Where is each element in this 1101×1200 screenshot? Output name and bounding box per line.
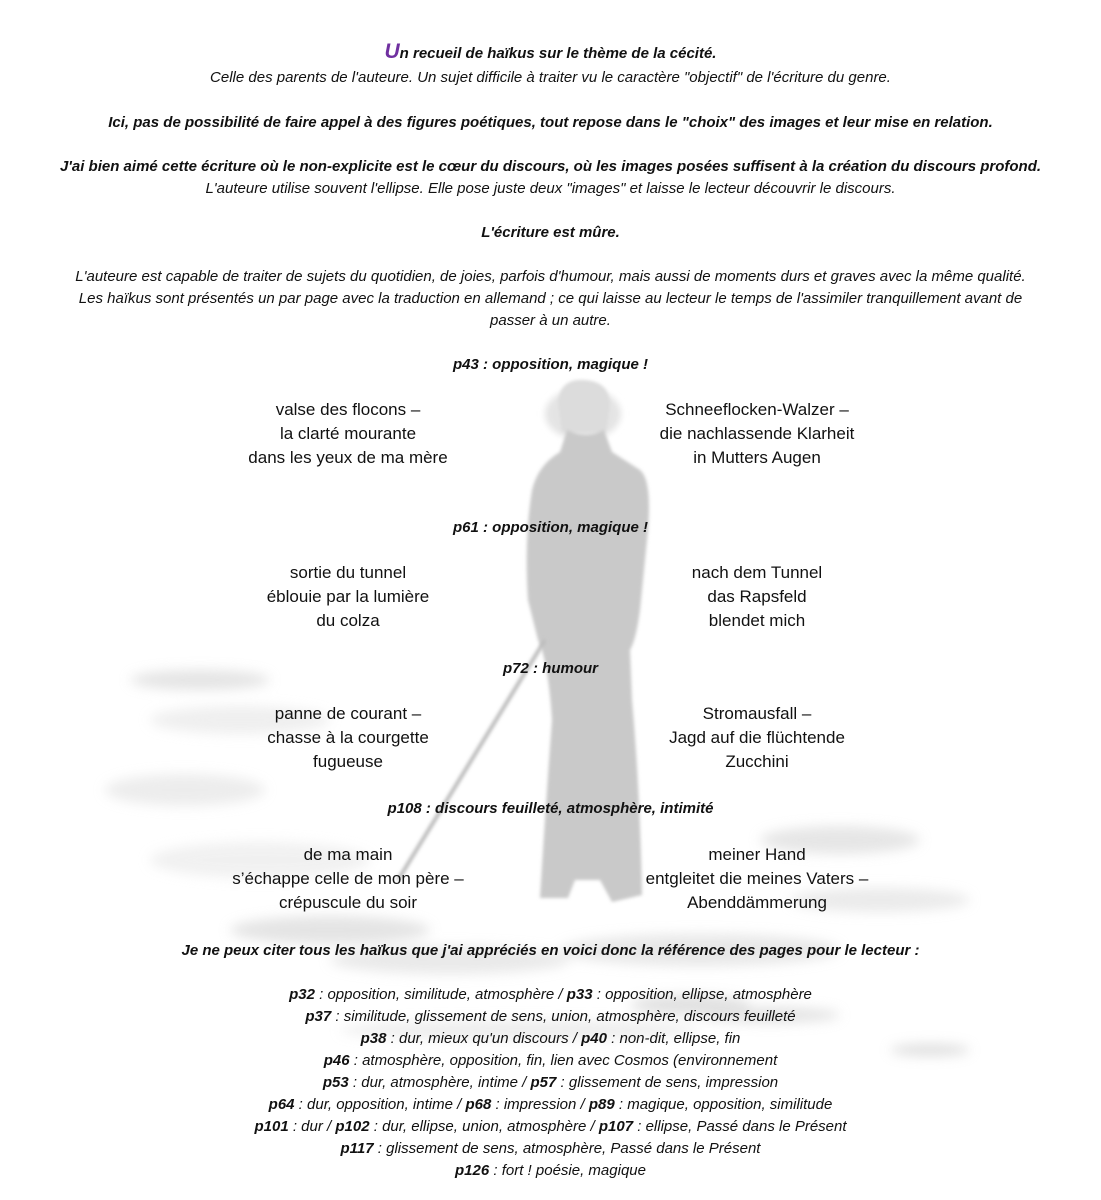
references-list	[30, 984, 1071, 1182]
reference-description: : impression /	[491, 1096, 589, 1113]
reference-description: : opposition, ellipse, atmosphère	[592, 986, 812, 1003]
reference-line	[30, 984, 1071, 1006]
reference-page: p53	[322, 1074, 349, 1091]
reference-page: p32	[289, 986, 315, 1003]
haiku-german: Stromausfall – Jagd auf die flüchtende Zucchini	[669, 704, 845, 771]
reference-page: p64	[268, 1096, 295, 1113]
reference-page: p46	[323, 1052, 350, 1069]
haiku-german: Schneeflocken-Walzer – die nachlassende Klarheit in Mutters Augen	[659, 400, 855, 467]
reference-description: : ellipse, Passé dans le Présent	[633, 1118, 847, 1135]
intro-line-1: Un recueil de haïkus sur le thème de la cécité.	[384, 40, 717, 63]
reference-description: : similitude, glissement de sens, union, atmosphère, discours feuilleté	[331, 1008, 796, 1025]
reference-page: p101	[254, 1118, 289, 1135]
haiku-heading: p43 : opposition, magique !	[453, 356, 648, 373]
haiku-german: nach dem Tunnel das Rapsfeld blendet mich	[691, 563, 823, 630]
reference-description: : glissement de sens, impression	[556, 1074, 779, 1091]
haiku-german: meiner Hand entgleitet die meines Vaters – Abenddämmerung	[645, 845, 869, 912]
reference-page: p107	[598, 1118, 634, 1135]
reference-page: p68	[465, 1096, 492, 1113]
haiku-heading: p108 : discours feuilleté, atmosphère, intimité	[387, 800, 714, 817]
reference-description: : dur, opposition, intime /	[294, 1096, 466, 1113]
reference-description: : opposition, similitude, atmosphère /	[314, 986, 567, 1003]
reference-description: : dur, atmosphère, intime /	[348, 1074, 531, 1091]
reference-page: p57	[530, 1074, 557, 1091]
reference-description: : glissement de sens, atmosphère, Passé dans le Présent	[373, 1140, 761, 1157]
intro-line-5: L'auteure utilise souvent l'ellipse. Elle pose juste deux "images" et laisse le lecteur découvrir le discours.	[205, 180, 896, 197]
drop-cap: U	[384, 40, 400, 63]
reference-page: p102	[335, 1118, 370, 1135]
reference-line	[30, 1116, 1071, 1138]
reference-line	[30, 1072, 1071, 1094]
reference-description: : dur, ellipse, union, atmosphère /	[369, 1118, 599, 1135]
intro-line-8: Les haïkus sont présentés un par page avec la traduction en allemand ; ce qui laisse au lecteur le temps de l'assimiler tranquillement avant de passer à un autre.	[78, 290, 1023, 329]
haiku-heading: p72 : humour	[502, 660, 598, 677]
haiku-french: panne de courant – chasse à la courgette fugueuse	[267, 704, 429, 771]
reference-line	[30, 1006, 1071, 1028]
reference-description: : fort ! poésie, magique	[489, 1162, 646, 1179]
haiku-french: de ma main s’échappe celle de mon père – crépuscule du soir	[232, 845, 464, 912]
haiku-heading: p61 : opposition, magique !	[453, 519, 648, 536]
references-heading: Je ne peux citer tous les haïkus que j'ai appréciés en voici donc la référence des pages pour le lecteur :	[181, 942, 920, 959]
reference-page: p117	[340, 1140, 374, 1157]
reference-line	[30, 1138, 1071, 1160]
reference-page: p38	[360, 1030, 387, 1047]
reference-page: p89	[588, 1096, 615, 1113]
reference-page: p33	[566, 986, 593, 1003]
reference-description: : atmosphère, opposition, fin, lien avec Cosmos (environnement	[349, 1052, 778, 1069]
reference-description: : dur /	[288, 1118, 336, 1135]
intro-line-7: L'auteure est capable de traiter de sujets du quotidien, de joies, parfois d'humour, mais aussi de moments durs et graves avec la même qualité.	[75, 268, 1026, 285]
reference-description: : dur, mieux qu'un discours /	[386, 1030, 582, 1047]
reference-page: p37	[305, 1008, 332, 1025]
intro-line-3: Ici, pas de possibilité de faire appel à des figures poétiques, tout repose dans le "choix" des images et leur mise en relation.	[108, 114, 993, 131]
reference-description: : magique, opposition, similitude	[614, 1096, 833, 1113]
haiku-french: valse des flocons – la clarté mourante dans les yeux de ma mère	[248, 400, 448, 467]
intro-line-2: Celle des parents de l'auteure. Un sujet difficile à traiter vu le caractère "objectif" de l'écriture du genre.	[210, 69, 891, 86]
reference-page: p40	[581, 1030, 607, 1047]
intro-line-6: L'écriture est mûre.	[481, 224, 620, 241]
haiku-french: sortie du tunnel éblouie par la lumière du colza	[266, 563, 430, 630]
reference-line	[30, 1028, 1071, 1050]
reference-page: p126	[455, 1162, 490, 1179]
intro-line-4: J'ai bien aimé cette écriture où le non-explicite est le cœur du discours, où les images posées suffisent à la création du discours profond.	[59, 158, 1042, 175]
reference-line	[30, 1050, 1071, 1072]
reference-description: : non-dit, ellipse, fin	[606, 1030, 741, 1047]
reference-line	[30, 1160, 1071, 1182]
reference-line	[30, 1094, 1071, 1116]
